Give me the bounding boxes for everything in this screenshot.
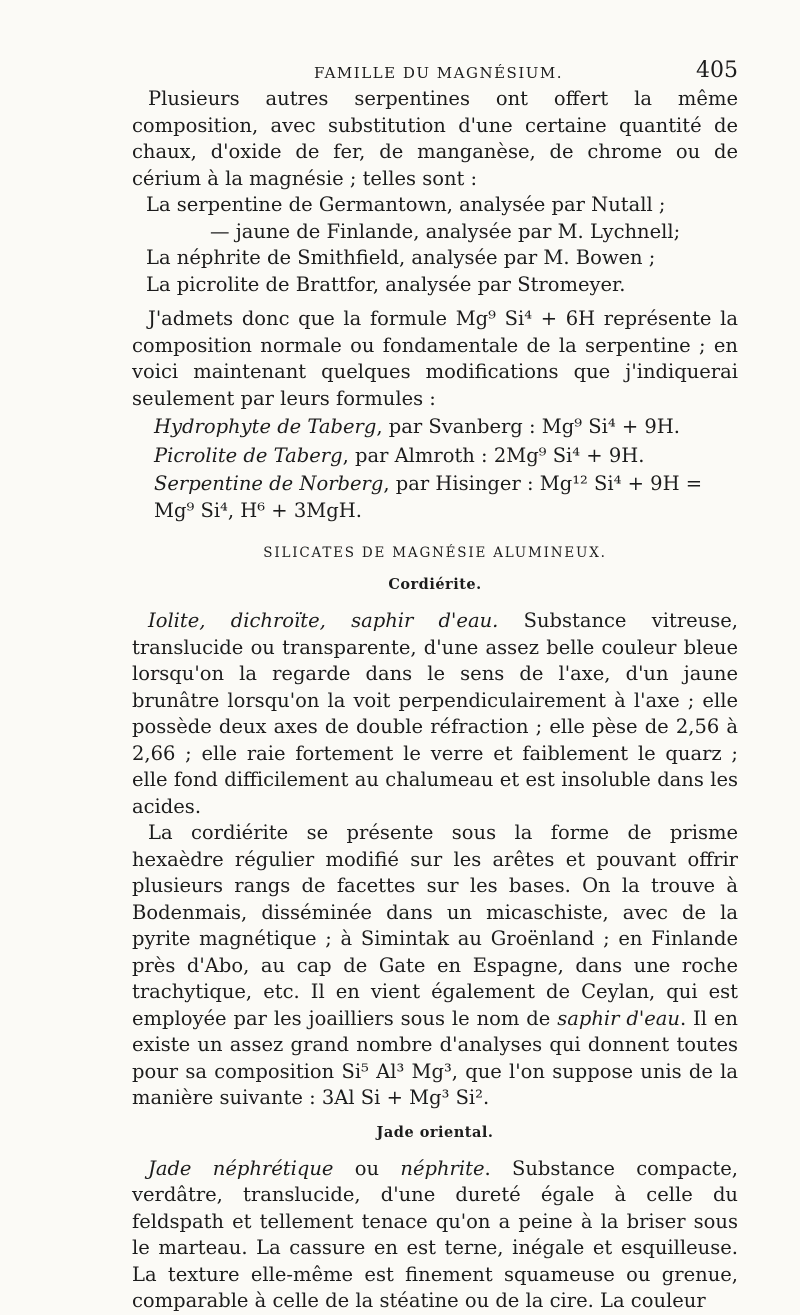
- list-item: La serpentine de Germantown, analysée par Nutall ;: [146, 193, 666, 216]
- running-title: FAMILLE DU MAGNÉSIUM.: [314, 64, 564, 82]
- jade-description: . Substance compacte, verdâtre, translucide, d'une dureté égale à celle du feldspath et tellement tenace qu'on a peine à la briser sous le marteau. La cassure en est terne, inégale et esquilleuse. La texture elle-même est finement squameuse ou grenue, comparable à celle de la stéatine ou de la cire. La couleur: [132, 1156, 738, 1312]
- page-number: 405: [696, 58, 738, 83]
- paragraph-cordierite-occurrence: [132, 820, 738, 1112]
- heading-cordierite: Cordiérite.: [388, 576, 482, 593]
- occurrence-text-end: . Il en existe un assez grand nombre d'analyses qui donnent toutes pour sa composition Si⁵ Al³ Mg³, que l'on suppose unis de la manière suivante : 3Al Si + Mg³ Si².: [132, 1006, 738, 1109]
- formula-picrolite: [132, 443, 738, 470]
- serpentine-list: [132, 192, 738, 298]
- jade-name: Jade néphrétique: [148, 1156, 334, 1180]
- page-header: [132, 58, 738, 88]
- formula-serpentine: [132, 471, 738, 524]
- synonyms: Iolite, dichroïte, saphir d'eau.: [148, 609, 499, 632]
- list-item: La néphrite de Smithfield, analysée par M. Bowen ;: [146, 246, 656, 269]
- jade-connector: ou: [333, 1156, 401, 1180]
- mineral-name: Picrolite de Taberg: [154, 443, 343, 467]
- list-item: — jaune de Finlande, analysée par M. Lychnell;: [210, 219, 681, 243]
- section-title: SILICATES DE MAGNÉSIE ALUMINEUX.: [263, 545, 607, 561]
- jade-alt-name: néphrite: [400, 1156, 485, 1180]
- mineral-name: Serpentine de Norberg: [154, 472, 384, 495]
- mineral-name: Hydrophyte de Taberg: [154, 415, 377, 438]
- paragraph-cordierite-description: [132, 608, 738, 820]
- formula-hydrophyte: [132, 414, 738, 441]
- paragraph-jade: [132, 1156, 738, 1315]
- paragraph-formula: J'admets donc que la formule Mg⁹ Si⁴ + 6H représente la composition normale ou fondamentale de la serpentine ; en voici maintenant quelques modifications que j'indiquerai seulement par leurs formules :: [132, 307, 738, 410]
- heading-jade: Jade oriental.: [376, 1123, 494, 1141]
- formula-text: , par Almroth : 2Mg⁹ Si⁴ + 9H.: [342, 443, 645, 467]
- paragraph-serpentines: Plusieurs autres serpentines ont offert la même composition, avec substitution d'une certaine quantité de chaux, d'oxide de fer, de manganèse, de chrome ou de cérium à la magnésie ; telles sont :: [132, 87, 738, 190]
- emphasis-saphir: saphir d'eau: [557, 1006, 680, 1030]
- page-body: [132, 86, 738, 1315]
- occurrence-text: La cordiérite se présente sous la forme de prisme hexaèdre régulier modifié sur les arêtes et pouvant offrir plusieurs rangs de facettes sur les bases. On la trouve à Bodenmais, disséminée dans un micaschiste, avec de la pyrite magnétique ; à Simintak au Groënland ; en Finlande près d'Abo, au cap de Gate en Espagne, dans une roche trachytique, etc. Il en vient également de Ceylan, qui est employée par les joailliers sous le nom de: [132, 821, 738, 1030]
- list-item: La picrolite de Brattfor, analysée par Stromeyer.: [146, 272, 626, 296]
- formula-text: , par Hisinger : Mg¹² Si⁴ + 9H = Mg⁹ Si⁴, H⁶ + 3MgH.: [154, 472, 703, 522]
- description-text: Substance vitreuse, translucide ou transparente, d'une assez belle couleur bleue lorsqu'on la regarde dans le sens de l'axe, d'un jaune brunâtre lorsqu'on la voit perpendiculairement à l'axe ; elle possède deux axes de double réfraction ; elle pèse de 2,56 à 2,66 ; elle raie fortement le verre et faiblement le quarz ; elle fond difficilement au chalumeau et est insoluble dans les acides.: [132, 609, 738, 818]
- formula-text: , par Svanberg : Mg⁹ Si⁴ + 9H.: [376, 415, 680, 438]
